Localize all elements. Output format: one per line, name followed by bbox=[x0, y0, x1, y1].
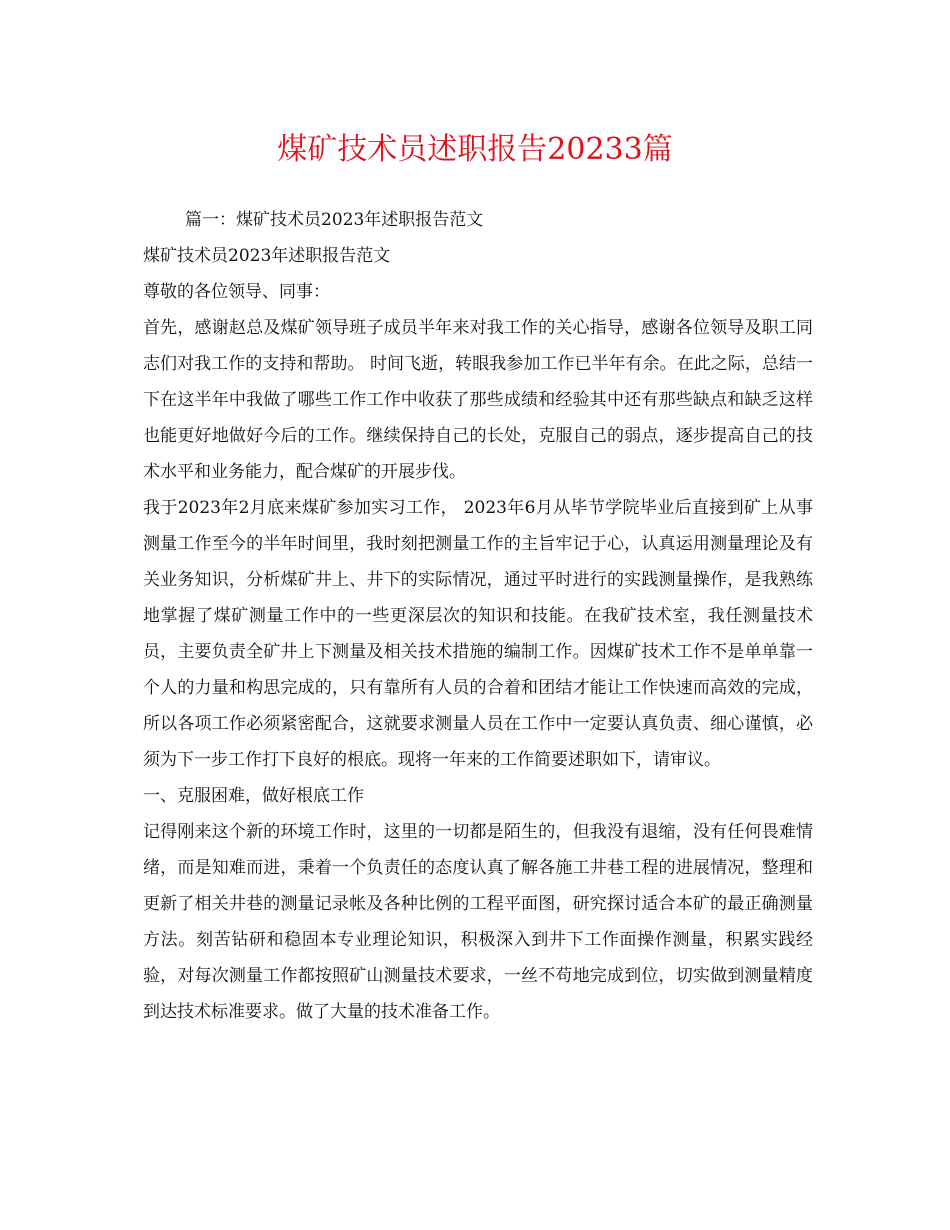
document-title: 煤矿技术员述职报告20233篇 bbox=[277, 132, 673, 167]
section-heading-part-one: 篇一：煤矿技术员2023年述职报告范文 bbox=[185, 210, 484, 230]
document-body bbox=[143, 202, 813, 1030]
paragraph-thanks: 首先，感谢赵总及煤矿领导班子成员半年来对我工作的关心指导，感谢各位领导及职工同志们对我工作的支持和帮助。 时间飞逝，转眼我参加工作已半年有余。在此之际，总结一下在这半年中我做了哪些工作工作中收获了那些成绩和经验其中还有那些缺点和缺乏这样也能更好地做好今后的工作。继续保持自己的长处，克服自己的弱点，逐步提高自己的技术水平和业务能力，配合煤矿的开展步伐。 bbox=[143, 318, 813, 482]
paragraph-work-summary: 我于2023年2月底来煤矿参加实习工作， 2023年6月从毕节学院毕业后直接到矿上从事测量工作至今的半年时间里，我时刻把测量工作的主旨牢记于心，认真运用测量理论及有关业务知识，分析煤矿井上、井下的实际情况，通过平时进行的实践测量操作，是我熟练地掌握了煤矿测量工作中的一些更深层次的知识和技能。在我矿技术室，我任测量技术员，主要负责全矿井上下测量及相关技术措施的编制工作。因煤矿技术工作不是单单靠一个人的力量和构思完成的，只有靠所有人员的合着和团结才能让工作快速而高效的完成，所以各项工作必须紧密配合，这就要求测量人员在工作中一定要认真负责、细心谨慎，必须为下一步工作打下良好的根底。现将一年来的工作简要述职如下，请审议。 bbox=[143, 498, 813, 770]
paragraph-foundation-work: 记得刚来这个新的环境工作时，这里的一切都是陌生的，但我没有退缩，没有任何畏难情绪，而是知难而进，秉着一个负责任的态度认真了解各施工井巷工程的进展情况，整理和更新了相关井巷的测量记录帐及各种比例的工程平面图，研究探讨适合本矿的最正确测量方法。刻苦钻研和稳固本专业理论知识，积极深入到井下工作面操作测量，积累实践经验，对每次测量工作都按照矿山测量技术要求，一丝不苟地完成到位，切实做到测量精度到达技术标准要求。做了大量的技术准备工作。 bbox=[143, 822, 813, 1022]
report-subtitle: 煤矿技术员2023年述职报告范文 bbox=[143, 246, 391, 266]
section-heading-one: 一、克服困难，做好根底工作 bbox=[143, 786, 364, 806]
salutation: 尊敬的各位领导、同事： bbox=[143, 282, 330, 302]
